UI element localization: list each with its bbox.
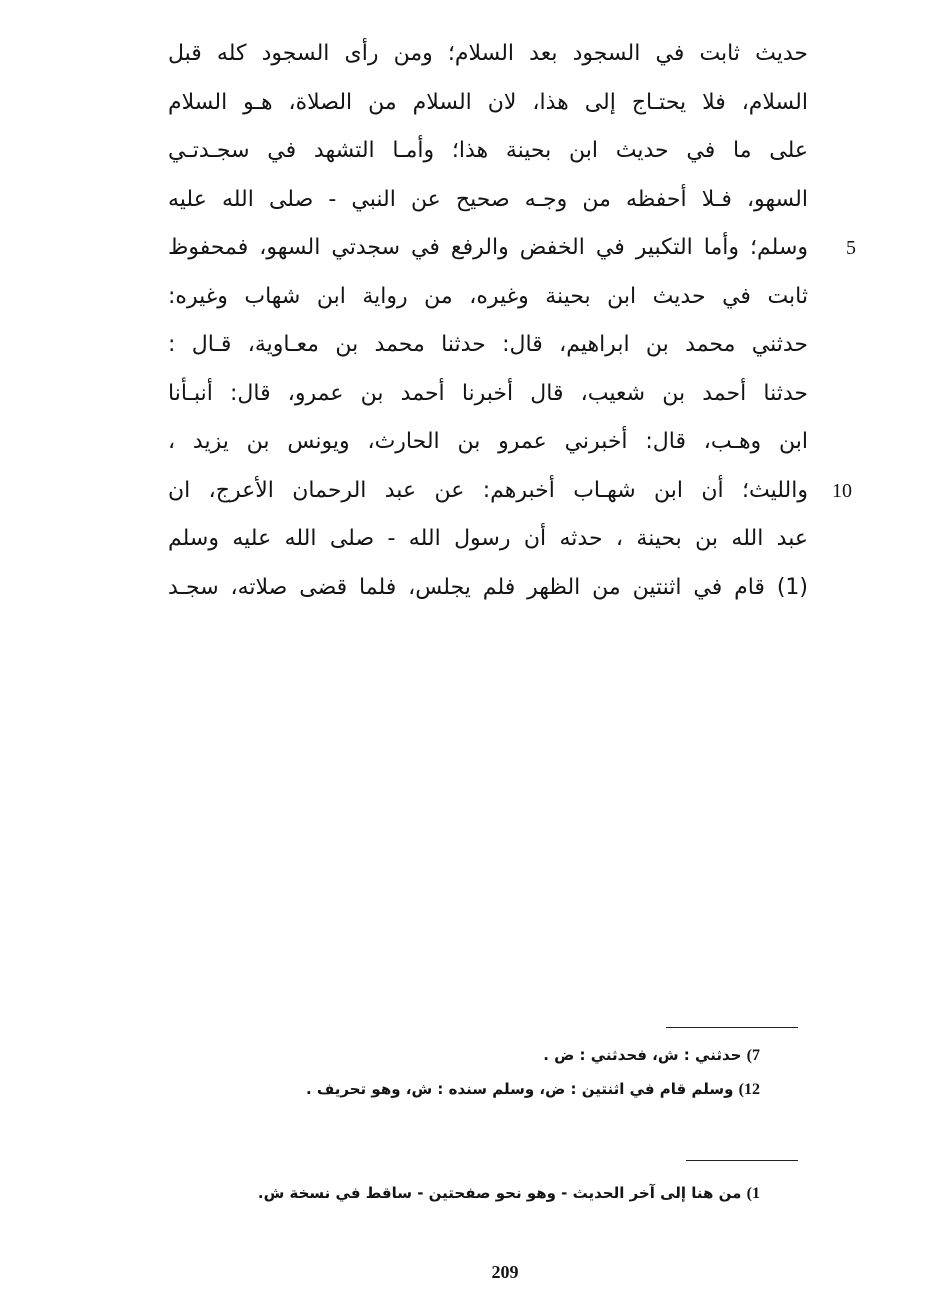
footnote-text: من هنا إلى آخر الحديث - وهو نحو صفحتين - ساقط في نسخة ش. — [257, 1184, 742, 1202]
footnotes — [140, 1176, 760, 1210]
text-line-2: السلام، فلا يحتـاج إلى هذا، لان السلام من الصلاة، هـو السلام — [168, 89, 808, 115]
text-line-11: عبد الله بن بحينة ، حدثه أن رسول الله - صلى الله عليه وسلم — [168, 526, 808, 551]
apparatus-note — [200, 1038, 760, 1072]
apparatus-note-text: حدثني : ش، فحدثني : ض . — [543, 1046, 742, 1064]
text-line-4: السهو، فـلا أحفظه من وجـه صحيح عن النبي - صلى الله عليه — [168, 186, 808, 212]
text-line-9: ابن وهـب، قال: أخبرني عمرو بن الحارث، ويونس بن يزيد ، — [168, 429, 808, 454]
text-line-7: حدثني محمد بن ابراهيم، قال: حدثنا محمد بن معـاوية، قـال : — [168, 332, 808, 357]
footnote-number: 1) — [746, 1185, 760, 1202]
apparatus-note-text: وسلم قام في اثنتين : ض، وسلم سنده : ش، وهو تحريف . — [306, 1080, 734, 1098]
apparatus-notes — [200, 1038, 760, 1106]
text-line-6: ثابت في حديث ابن بحينة وغيره، من رواية ابن شهاب وغيره: — [168, 283, 808, 309]
line-number-5: 5 — [846, 237, 856, 259]
page-number: 209 — [491, 1262, 519, 1282]
apparatus-note-number: 7) — [746, 1047, 760, 1064]
text-line-3: على ما في حديث ابن بحينة هذا؛ وأمـا التشهد في سجـدتـي — [168, 138, 808, 163]
text-line-10: والليث؛ أن ابن شهـاب أخبرهم: عن عبد الرحمان الأعرج، ان — [168, 477, 808, 503]
text-line-1: حديث ثابت في السجود بعد السلام؛ ومن رأى السجود كله قبل — [168, 41, 808, 66]
apparatus-separator — [666, 1027, 798, 1028]
footnote-separator — [686, 1160, 798, 1161]
main-text-block — [168, 30, 808, 612]
line-number-10: 10 — [832, 479, 852, 502]
text-line-8: حدثنا أحمد بن شعيب، قال أخبرنا أحمد بن عمرو، قال: أنبـأنا — [168, 380, 808, 406]
footnote — [140, 1176, 760, 1210]
apparatus-note — [200, 1072, 760, 1106]
apparatus-note-number: 12) — [738, 1081, 760, 1098]
text-line-5: وسلم؛ وأما التكبير في الخفض والرفع في سجدتي السهو، فمحفوظ — [168, 235, 808, 260]
text-line-12: (1) قام في اثنتين من الظهر فلم يجلس، فلما قضى صلاته، سجـد — [168, 574, 808, 600]
